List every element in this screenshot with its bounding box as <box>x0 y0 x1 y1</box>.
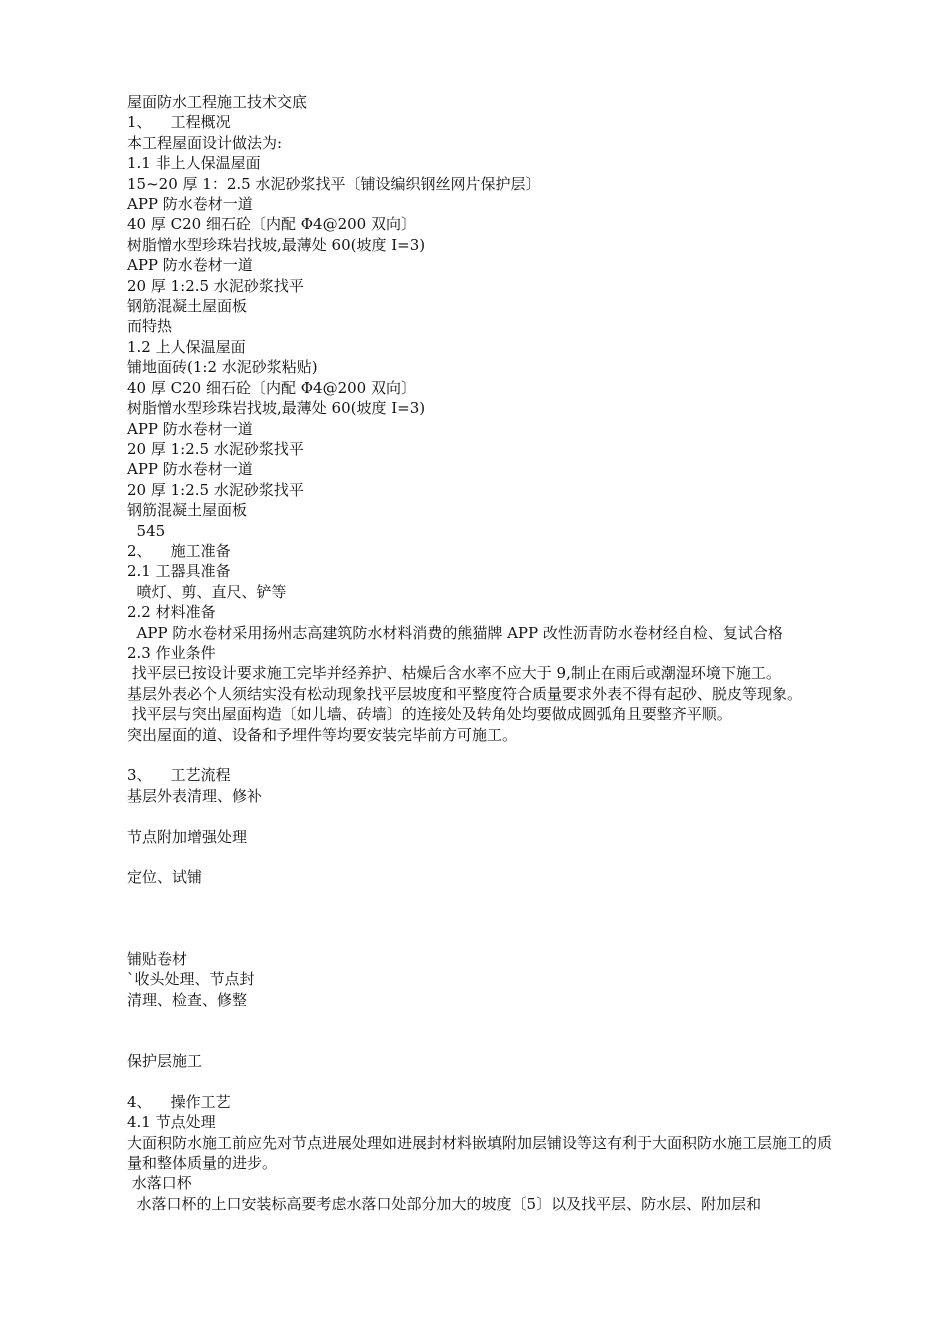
layer-line: 铺地面砖(1:2 水泥砂浆粘贴) <box>127 358 318 377</box>
paragraph: 基层外表必个人须结实没有松动现象找平层坡度和平整度符合质量要求外表不得有起砂、脱皮等现象。 <box>127 684 803 703</box>
spacer <box>127 1010 837 1051</box>
paragraph: 喷灯、剪、直尺、铲等 <box>127 582 287 601</box>
layer-line: 40 厚 C20 细石砼〔内配 Φ4@200 双向〕 <box>127 378 416 397</box>
layer-line: 树脂憎水型珍珠岩找坡,最薄处 60(坡度 I=3) <box>127 399 426 418</box>
paragraph: 突出屋面的道、设备和予埋件等均要安装完毕前方可施工。 <box>127 725 518 744</box>
layer-line: 15~20 厚 1：2.5 水泥砂浆找平〔铺设编织钢丝网片保护层〕 <box>127 174 541 193</box>
subsection-1-1-heading: 1.1 非上人保温屋面 <box>127 154 261 173</box>
flow-step: 铺贴卷材 <box>127 949 188 968</box>
layer-line: 20 厚 1:2.5 水泥砂浆找平 <box>127 480 304 499</box>
paragraph: 找平层与突出屋面构造〔如儿墙、砖墙〕的连接处及转角处均要做成圆弧角且要整齐平顺。 <box>127 705 732 724</box>
subsection-1-2-heading: 1.2 上人保温屋面 <box>127 337 246 356</box>
section-3-heading: 3、 工艺流程 <box>127 766 231 785</box>
spacer <box>127 745 837 765</box>
layer-line: APP 防水卷材一道 <box>127 460 253 479</box>
layer-line: 40 厚 C20 细石砼〔内配 Φ4@200 双向〕 <box>127 215 416 234</box>
layer-line: 20 厚 1:2.5 水泥砂浆找平 <box>127 276 304 295</box>
subsection-2-2-heading: 2.2 材料准备 <box>127 603 216 622</box>
paragraph: APP 防水卷材采用扬州志高建筑防水材料消费的熊猫牌 APP 改性沥青防水卷材经自检、复试合格 <box>127 623 783 642</box>
section-1-heading: 1、 工程概况 <box>127 113 231 132</box>
paragraph: 本工程屋面设计做法为: <box>127 133 283 152</box>
flow-step: 保护层施工 <box>127 1052 203 1070</box>
section-2-heading: 2、 施工准备 <box>127 541 231 560</box>
layer-line: 钢筋混凝土屋面板 <box>127 501 248 520</box>
flow-step: 定位、试铺 <box>127 868 203 887</box>
document-page <box>127 92 837 1214</box>
subsection-2-1-heading: 2.1 工器具准备 <box>127 562 231 581</box>
subsection-4-1-heading: 4.1 节点处理 <box>127 1113 216 1132</box>
document-title: 屋面防水工程施工技术交底 <box>127 93 308 111</box>
layer-line: APP 防水卷材一道 <box>127 195 253 214</box>
flow-step: 基层外表清理、修补 <box>127 786 263 805</box>
layer-line: 钢筋混凝土屋面板 <box>127 297 248 316</box>
paragraph: 找平层已按设计要求施工完毕并经养护、枯燥后含水率不应大于 9,制止在雨后或潮湿环境下施工。 <box>127 664 781 683</box>
layer-line: APP 防水卷材一道 <box>127 419 253 438</box>
layer-line: 20 厚 1:2.5 水泥砂浆找平 <box>127 439 304 458</box>
flow-step: 节点附加增强处理 <box>127 827 248 846</box>
paragraph: 水落口杯的上口安装标高要考虑水落口处部分加大的坡度〔5〕以及找平层、防水层、附加层和 <box>127 1194 762 1213</box>
number-note: 545 <box>127 521 166 540</box>
paragraph: 大面积防水施工前应先对节点进展处理如进展封材料嵌填附加层铺设等这有利于大面积防水施工层施工的质量和整体质量的进步。 <box>127 1133 833 1173</box>
spacer <box>127 888 837 949</box>
spacer <box>127 806 837 826</box>
spacer <box>127 847 837 867</box>
layer-line: 树脂憎水型珍珠岩找坡,最薄处 60(坡度 I=3) <box>127 235 426 254</box>
paragraph: 水落口杯 <box>127 1174 192 1193</box>
flow-step: `收头处理、节点封 <box>127 970 255 989</box>
layer-line: 而特热 <box>127 317 173 336</box>
section-4-heading: 4、 操作工艺 <box>127 1092 231 1111</box>
subsection-2-3-heading: 2.3 作业条件 <box>127 643 216 662</box>
flow-step: 清理、检查、修整 <box>127 990 248 1009</box>
layer-line: APP 防水卷材一道 <box>127 256 253 275</box>
spacer <box>127 1071 837 1091</box>
